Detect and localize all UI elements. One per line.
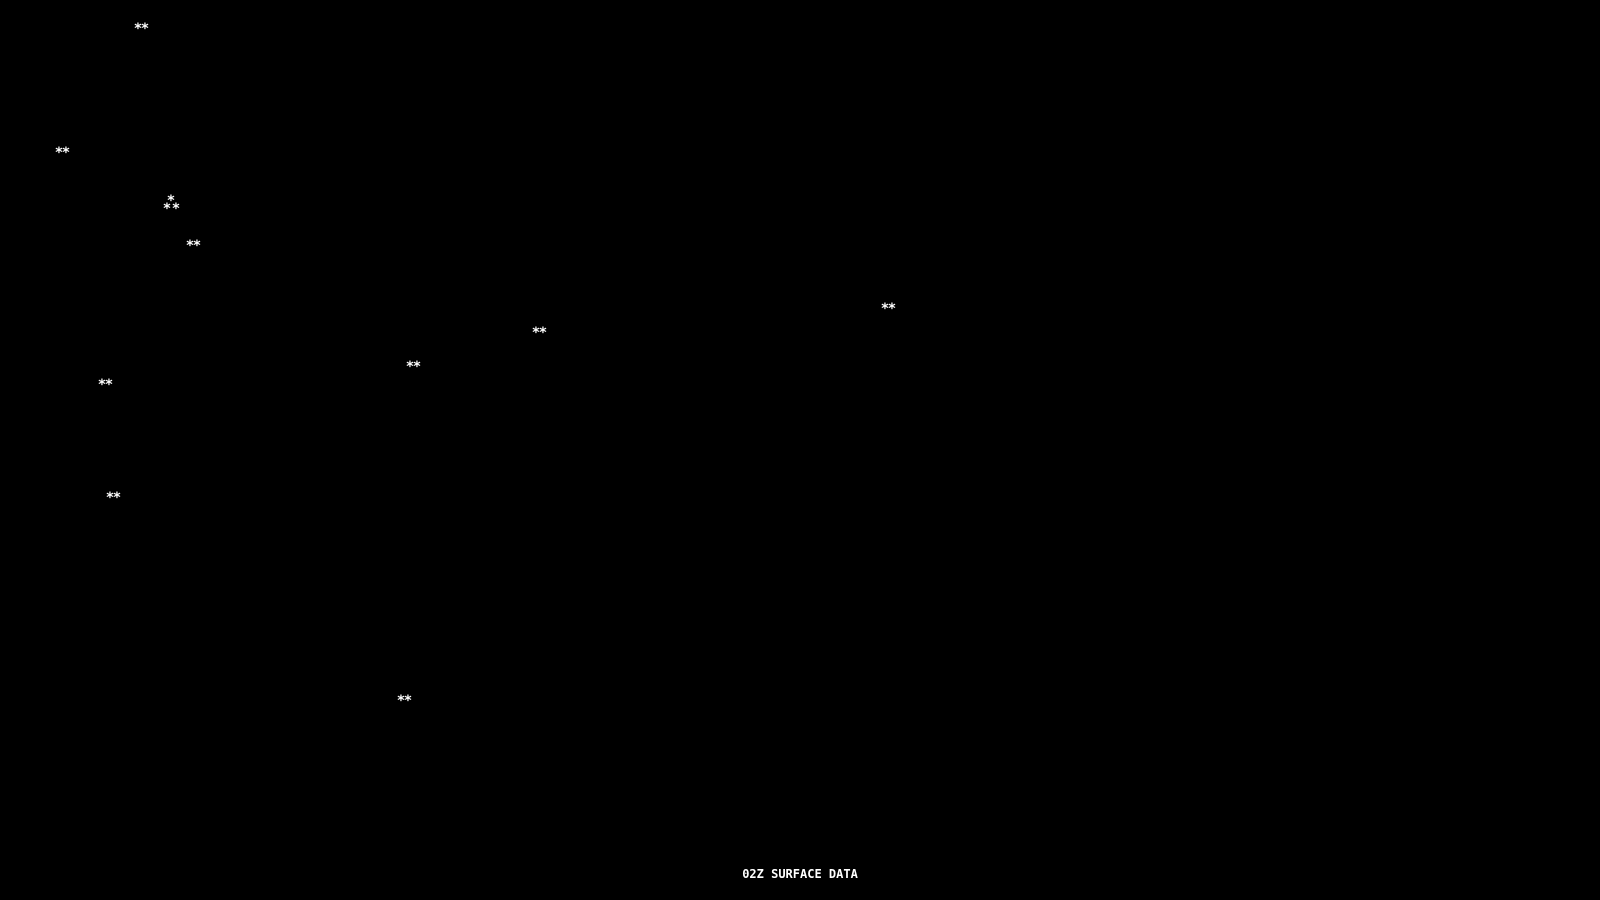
light-snow-snowflake-asterisk-icon: *	[887, 300, 897, 317]
light-snow-snowflake-asterisk-icon: *	[412, 358, 422, 375]
light-snow-snowflake-asterisk-icon: *	[97, 376, 107, 393]
light-snow-snowflake-asterisk-icon: *	[140, 20, 150, 37]
light-snow-snowflake-asterisk-icon: *	[185, 237, 195, 254]
map-title: 02Z SURFACE DATA	[742, 867, 858, 881]
moderate-snow-snowflake-asterisk-icon: *	[166, 192, 176, 209]
moderate-snow-snowflake-asterisk-icon: *	[162, 200, 172, 217]
light-snow-snowflake-asterisk-icon: *	[531, 324, 541, 341]
light-snow-snowflake-asterisk-icon: *	[192, 237, 202, 254]
light-snow-snowflake-asterisk-icon: *	[405, 358, 415, 375]
light-snow-snowflake-asterisk-icon: *	[396, 692, 406, 709]
light-snow-snowflake-asterisk-icon: *	[538, 324, 548, 341]
moderate-snow-snowflake-asterisk-icon: *	[171, 200, 181, 217]
light-snow-snowflake-asterisk-icon: *	[133, 20, 143, 37]
light-snow-snowflake-asterisk-icon: *	[54, 144, 64, 161]
light-snow-snowflake-asterisk-icon: *	[61, 144, 71, 161]
light-snow-snowflake-asterisk-icon: *	[105, 489, 115, 506]
light-snow-snowflake-asterisk-icon: *	[104, 376, 114, 393]
light-snow-snowflake-asterisk-icon: *	[403, 692, 413, 709]
light-snow-snowflake-asterisk-icon: *	[880, 300, 890, 317]
light-snow-snowflake-asterisk-icon: *	[112, 489, 122, 506]
